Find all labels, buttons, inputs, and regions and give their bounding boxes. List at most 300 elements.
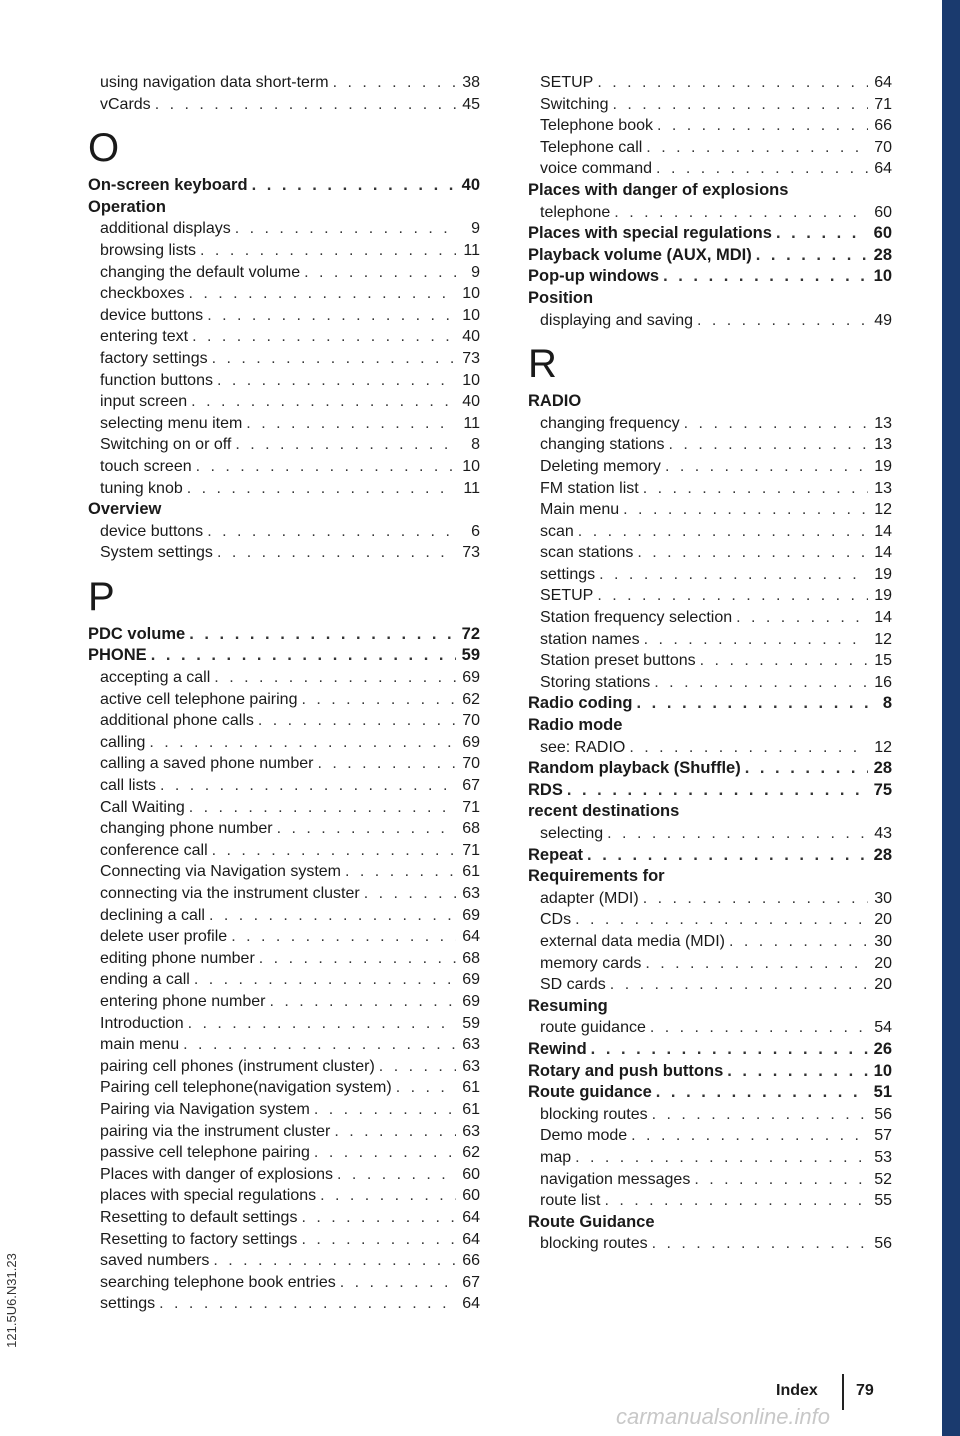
- entry-term: changing phone number: [100, 820, 273, 838]
- leader-dots: [665, 456, 868, 478]
- entry-page-number: 10: [462, 306, 480, 324]
- entry-term: changing frequency: [540, 414, 680, 432]
- index-subentry: [100, 542, 480, 564]
- footer-divider: [842, 1374, 844, 1410]
- entry-page-number: 49: [874, 311, 892, 329]
- entry-term: changing stations: [540, 436, 665, 454]
- index-subentry: [100, 1034, 480, 1056]
- entry-term: selecting menu item: [100, 414, 243, 432]
- entry-page-number: 51: [873, 1083, 892, 1102]
- entry-term: factory settings: [100, 349, 208, 367]
- index-subentry: [100, 456, 480, 478]
- entry-term: Switching on or off: [100, 436, 232, 454]
- entry-term: station names: [540, 630, 640, 648]
- entry-term: Resetting to factory settings: [100, 1230, 298, 1248]
- entry-term: On-screen keyboard: [88, 176, 248, 195]
- entry-term: displaying and saving: [540, 311, 693, 329]
- index-heading: RADIO: [528, 392, 582, 411]
- entry-page-number: 52: [874, 1170, 892, 1188]
- index-subentry: [100, 948, 480, 970]
- index-subentry: [100, 1013, 480, 1035]
- index-subentry: [100, 926, 480, 948]
- entry-page-number: 13: [874, 414, 892, 432]
- leader-dots: [650, 1017, 868, 1039]
- index-main-entry: [528, 845, 892, 867]
- entry-term: device buttons: [100, 522, 204, 540]
- entry-page-number: 43: [874, 825, 892, 842]
- leader-dots: [196, 456, 456, 478]
- leader-dots: [567, 780, 868, 802]
- leader-dots: [155, 94, 456, 116]
- index-subentry: [540, 158, 892, 180]
- leader-dots: [187, 478, 456, 500]
- entry-page-number: 8: [471, 436, 480, 454]
- leader-dots: [643, 478, 868, 500]
- entry-term: Radio coding: [528, 694, 633, 713]
- index-subentry: [540, 521, 892, 543]
- index-subentry: [100, 262, 480, 284]
- index-subentry: [540, 1169, 892, 1191]
- entry-term: route list: [540, 1192, 601, 1210]
- index-subentry: [100, 710, 480, 732]
- entry-page-number: 30: [874, 932, 892, 950]
- leader-dots: [591, 1039, 868, 1061]
- leader-dots: [317, 753, 456, 775]
- leader-dots: [337, 1164, 456, 1186]
- leader-dots: [188, 1013, 456, 1035]
- leader-dots: [654, 672, 868, 694]
- entry-term: scan stations: [540, 544, 634, 562]
- leader-dots: [694, 1169, 868, 1191]
- index-subentry: [540, 953, 892, 975]
- leader-dots: [727, 1061, 868, 1083]
- index-subentry: [100, 413, 480, 435]
- entry-page-number: 10: [462, 371, 480, 389]
- leader-dots: [656, 158, 868, 180]
- entry-term: voice command: [540, 160, 653, 178]
- entry-page-number: 57: [874, 1127, 892, 1145]
- index-subentry: [100, 818, 480, 840]
- leader-dots: [645, 953, 868, 975]
- entry-term: calling a saved phone number: [100, 755, 314, 773]
- index-subentry: [540, 737, 892, 759]
- index-subentry: [100, 391, 480, 413]
- index-heading: Route Guidance: [528, 1212, 655, 1231]
- index-main-entry: [528, 758, 892, 780]
- leader-dots: [259, 948, 456, 970]
- index-subentry: [100, 521, 480, 543]
- entry-term: browsing lists: [100, 241, 197, 259]
- entry-page-number: 56: [874, 1105, 892, 1123]
- index-subentry: [100, 1164, 480, 1186]
- entry-term: pairing cell phones (instrument cluster): [100, 1057, 375, 1075]
- entry-page-number: 73: [462, 349, 480, 367]
- entry-page-number: 62: [462, 690, 480, 708]
- entry-page-number: 60: [873, 224, 892, 243]
- index-subentry: [540, 499, 892, 521]
- entry-term: adapter (MDI): [540, 889, 639, 907]
- leader-dots: [160, 775, 456, 797]
- leader-dots: [631, 1125, 868, 1147]
- index-subentry: [540, 72, 892, 94]
- entry-term: RDS: [528, 780, 563, 799]
- entry-page-number: 63: [462, 885, 480, 902]
- leader-dots: [191, 391, 456, 413]
- entry-page-number: 73: [462, 544, 480, 562]
- footer-section-label: Index: [776, 1382, 818, 1399]
- entry-page-number: 53: [874, 1148, 892, 1166]
- entry-page-number: 61: [462, 863, 480, 881]
- leader-dots: [301, 1207, 456, 1229]
- entry-page-number: 26: [873, 1039, 892, 1058]
- leader-dots: [700, 650, 868, 672]
- index-subentry: [540, 115, 892, 137]
- entry-term: connecting via the instrument cluster: [100, 885, 360, 902]
- entry-page-number: 9: [471, 263, 480, 281]
- entry-term: System settings: [100, 544, 213, 562]
- entry-page-number: 61: [462, 1100, 480, 1118]
- index-main-entry: [88, 645, 480, 667]
- entry-page-number: 14: [874, 522, 892, 540]
- entry-term: delete user profile: [100, 928, 228, 946]
- index-subentry: [100, 1077, 480, 1099]
- index-main-entry: [528, 266, 892, 288]
- index-subentry: [100, 283, 480, 305]
- leader-dots: [301, 1229, 456, 1251]
- entry-page-number: 10: [873, 1061, 892, 1080]
- leader-dots: [644, 629, 868, 651]
- index-heading: Resuming: [528, 996, 608, 1015]
- entry-term: Deleting memory: [540, 457, 661, 475]
- index-subentry: [100, 94, 480, 116]
- leader-dots: [149, 732, 456, 754]
- index-subentry: [100, 1121, 480, 1143]
- entry-term: settings: [100, 1295, 156, 1313]
- entry-page-number: 68: [462, 949, 480, 967]
- entry-term: saved numbers: [100, 1252, 210, 1270]
- entry-page-number: 59: [462, 1014, 480, 1032]
- leader-dots: [364, 883, 456, 905]
- entry-page-number: 61: [462, 1079, 480, 1097]
- leader-dots: [217, 370, 456, 392]
- entry-page-number: 28: [873, 245, 892, 264]
- leader-dots: [304, 262, 456, 284]
- leader-dots: [235, 218, 456, 240]
- entry-page-number: 12: [874, 738, 892, 756]
- leader-dots: [207, 305, 456, 327]
- entry-term: PDC volume: [88, 624, 186, 643]
- entry-term: entering phone number: [100, 992, 266, 1010]
- entry-page-number: 14: [874, 609, 892, 627]
- index-subentry: [100, 1293, 480, 1315]
- index-subentry: [100, 883, 480, 905]
- entry-page-number: 71: [462, 798, 480, 816]
- entry-term: device buttons: [100, 306, 204, 324]
- entry-page-number: 60: [874, 203, 892, 221]
- index-main-entry: [88, 175, 480, 197]
- entry-term: FM station list: [540, 479, 639, 497]
- leader-dots: [200, 240, 456, 262]
- entry-page-number: 69: [462, 733, 480, 751]
- leader-dots: [575, 909, 868, 931]
- index-subentry: [540, 202, 892, 224]
- entry-term: ending a call: [100, 971, 190, 989]
- entry-term: conference call: [100, 841, 208, 859]
- entry-page-number: 70: [462, 755, 480, 773]
- entry-term: call lists: [100, 777, 157, 795]
- leader-dots: [597, 585, 868, 607]
- index-main-entry: [528, 245, 892, 267]
- leader-dots: [214, 667, 456, 689]
- index-main-entry: [88, 624, 480, 646]
- leader-dots: [578, 521, 868, 543]
- entry-page-number: 8: [882, 694, 892, 713]
- index-subentry: [100, 1185, 480, 1207]
- entry-page-number: 20: [874, 954, 892, 972]
- index-subentry: [100, 478, 480, 500]
- leader-dots: [209, 905, 456, 927]
- document-code-text: 121.5U6.N31.23: [3, 1252, 19, 1348]
- entry-page-number: 14: [874, 544, 892, 562]
- entry-page-number: 64: [462, 1230, 480, 1248]
- entry-term: scan: [540, 522, 574, 540]
- entry-page-number: 54: [874, 1019, 892, 1037]
- entry-term: pairing via the instrument cluster: [100, 1122, 331, 1140]
- entry-term: function buttons: [100, 371, 213, 389]
- entry-term: Resetting to default settings: [100, 1208, 298, 1226]
- index-subentry: [100, 667, 480, 689]
- entry-page-number: 28: [873, 845, 892, 864]
- entry-page-number: 68: [462, 820, 480, 838]
- entry-page-number: 64: [462, 1208, 480, 1226]
- entry-term: entering text: [100, 328, 189, 346]
- index-subentry: [100, 240, 480, 262]
- leader-dots: [235, 434, 456, 456]
- entry-page-number: 56: [874, 1235, 892, 1253]
- index-subentry: [540, 1190, 892, 1212]
- leader-dots: [629, 737, 868, 759]
- index-subentry: [540, 888, 892, 910]
- entry-page-number: 11: [463, 414, 480, 432]
- entry-page-number: 63: [462, 1057, 480, 1075]
- index-subentry: [540, 1125, 892, 1147]
- entry-term: active cell telephone pairing: [100, 690, 298, 708]
- index-main-entry: [528, 1082, 892, 1104]
- index-subentry: [540, 1233, 892, 1255]
- index-subentry: [100, 905, 480, 927]
- entry-term: additional displays: [100, 220, 231, 238]
- leader-dots: [697, 310, 868, 332]
- entry-term: selecting: [540, 825, 604, 842]
- entry-page-number: 15: [874, 652, 892, 670]
- leader-dots: [333, 72, 456, 94]
- entry-page-number: 67: [462, 1273, 480, 1291]
- entry-term: Random playback (Shuffle): [528, 759, 741, 778]
- leader-dots: [192, 326, 456, 348]
- index-subentry: [100, 348, 480, 370]
- index-subentry: [540, 478, 892, 500]
- entry-page-number: 13: [874, 436, 892, 454]
- entry-term: Repeat: [528, 845, 584, 864]
- entry-page-number: 62: [462, 1144, 480, 1162]
- index-subentry: [540, 909, 892, 931]
- index-subentry: [100, 434, 480, 456]
- index-subentry: [100, 72, 480, 94]
- entry-term: main menu: [100, 1036, 180, 1054]
- entry-page-number: 59: [461, 646, 480, 665]
- entry-term: PHONE: [88, 646, 147, 665]
- leader-dots: [623, 499, 868, 521]
- index-subentry: [540, 974, 892, 996]
- leader-dots: [643, 888, 868, 910]
- entry-term: tuning knob: [100, 479, 183, 497]
- index-subentry: [540, 1104, 892, 1126]
- index-subentry: [540, 456, 892, 478]
- index-subentry: [100, 969, 480, 991]
- entry-term: blocking routes: [540, 1105, 648, 1123]
- entry-term: Main menu: [540, 501, 620, 519]
- index-subentry: [100, 689, 480, 711]
- index-subentry: [100, 370, 480, 392]
- entry-page-number: 16: [874, 673, 892, 691]
- leader-dots: [189, 624, 456, 646]
- entry-term: blocking routes: [540, 1235, 648, 1253]
- entry-term: external data media (MDI): [540, 932, 725, 950]
- document-code: [0, 1240, 22, 1360]
- entry-term: Route guidance: [528, 1083, 652, 1102]
- entry-page-number: 55: [874, 1192, 892, 1210]
- leader-dots: [599, 564, 868, 586]
- entry-term: CDs: [540, 911, 572, 929]
- entry-term: Telephone call: [540, 138, 643, 156]
- index-subentry: [100, 1056, 480, 1078]
- entry-term: touch screen: [100, 457, 192, 475]
- entry-page-number: 28: [873, 759, 892, 778]
- leader-dots: [340, 1272, 456, 1294]
- leader-dots: [151, 645, 456, 667]
- entry-page-number: 69: [462, 669, 480, 687]
- index-subentry: [100, 1229, 480, 1251]
- entry-term: places with special regulations: [100, 1187, 317, 1205]
- entry-term: Rewind: [528, 1039, 587, 1058]
- index-subentry: [100, 1142, 480, 1164]
- leader-dots: [213, 1250, 456, 1272]
- index-subentry: [540, 94, 892, 116]
- leader-dots: [334, 1121, 456, 1143]
- index-heading: Radio mode: [528, 716, 623, 735]
- entry-term: input screen: [100, 393, 188, 411]
- index-subentry: [540, 1147, 892, 1169]
- leader-dots: [684, 413, 868, 435]
- index-subentry: [540, 823, 892, 845]
- index-heading: Operation: [88, 197, 166, 216]
- entry-term: Telephone book: [540, 117, 653, 135]
- entry-term: Places with danger of explosions: [100, 1165, 334, 1183]
- index-letter-heading: R: [528, 342, 557, 387]
- leader-dots: [597, 72, 868, 94]
- entry-page-number: 69: [462, 906, 480, 924]
- entry-page-number: 20: [874, 976, 892, 994]
- leader-dots: [729, 931, 868, 953]
- entry-page-number: 10: [462, 285, 480, 303]
- index-subentry: [100, 991, 480, 1013]
- entry-term: additional phone calls: [100, 712, 254, 730]
- leader-dots: [776, 223, 868, 245]
- entry-term: SD cards: [540, 976, 606, 994]
- entry-term: vCards: [100, 95, 151, 113]
- index-column-left: [88, 72, 480, 1315]
- leader-dots: [231, 926, 456, 948]
- index-subentry: [100, 1207, 480, 1229]
- leader-dots: [314, 1099, 456, 1121]
- leader-dots: [652, 1233, 868, 1255]
- entry-page-number: 60: [462, 1187, 480, 1205]
- index-letter-heading: O: [88, 126, 120, 171]
- leader-dots: [189, 283, 457, 305]
- index-subentry: [100, 326, 480, 348]
- leader-dots: [345, 861, 456, 883]
- entry-page-number: 30: [874, 889, 892, 907]
- entry-page-number: 67: [462, 777, 480, 795]
- index-subentry: [540, 137, 892, 159]
- entry-page-number: 11: [463, 479, 480, 497]
- entry-page-number: 64: [462, 1295, 480, 1313]
- entry-term: Call Waiting: [100, 798, 185, 816]
- leader-dots: [646, 137, 868, 159]
- entry-term: searching telephone book entries: [100, 1273, 336, 1291]
- entry-page-number: 10: [873, 267, 892, 286]
- entry-term: Switching: [540, 95, 609, 113]
- entry-page-number: 19: [874, 587, 892, 605]
- index-main-entry: [528, 693, 892, 715]
- index-subentry: [540, 434, 892, 456]
- entry-page-number: 72: [461, 624, 480, 643]
- entry-page-number: 66: [874, 117, 892, 135]
- leader-dots: [320, 1185, 456, 1207]
- leader-dots: [669, 434, 868, 456]
- entry-page-number: 69: [462, 971, 480, 989]
- leader-dots: [217, 542, 456, 564]
- entry-page-number: 19: [874, 457, 892, 475]
- index-subentry: [540, 542, 892, 564]
- entry-term: Pairing cell telephone(navigation system): [100, 1079, 392, 1097]
- leader-dots: [610, 974, 868, 996]
- entry-term: SETUP: [540, 74, 594, 91]
- leader-dots: [246, 413, 456, 435]
- leader-dots: [212, 348, 456, 370]
- leader-dots: [252, 175, 456, 197]
- index-main-entry: [528, 1061, 892, 1083]
- entry-term: passive cell telephone pairing: [100, 1144, 310, 1162]
- index-heading: Position: [528, 288, 594, 307]
- entry-page-number: 12: [874, 630, 892, 648]
- watermark: carmanualsonline.info: [616, 1404, 831, 1429]
- entry-page-number: 75: [873, 780, 892, 799]
- section-edge-tab: [942, 0, 960, 1436]
- index-main-entry: [528, 223, 892, 245]
- page-number: 79: [856, 1382, 874, 1399]
- entry-page-number: 64: [874, 74, 892, 91]
- leader-dots: [587, 845, 868, 867]
- entry-page-number: 19: [874, 565, 892, 583]
- leader-dots: [301, 689, 456, 711]
- index-subentry: [100, 218, 480, 240]
- index-subentry: [540, 931, 892, 953]
- index-subentry: [540, 310, 892, 332]
- leader-dots: [194, 969, 456, 991]
- entry-term: editing phone number: [100, 949, 255, 967]
- entry-page-number: 40: [462, 328, 480, 346]
